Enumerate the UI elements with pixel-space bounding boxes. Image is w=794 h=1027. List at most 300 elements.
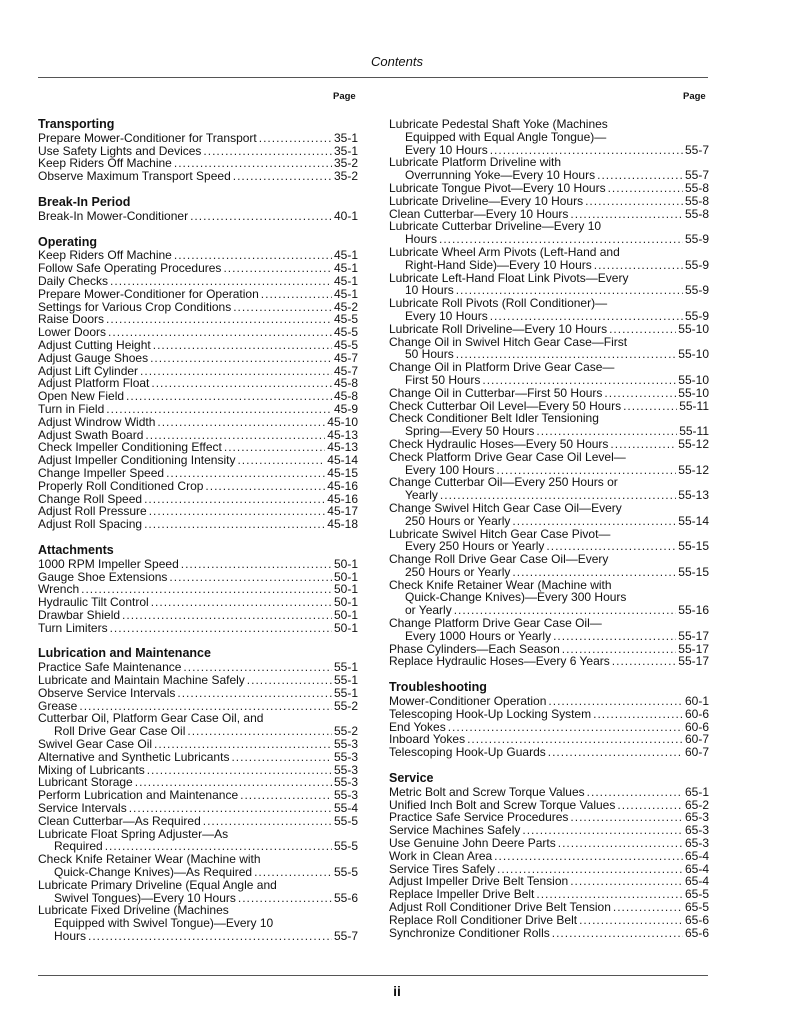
page-number: ii xyxy=(393,983,401,999)
toc-page-ref: 45-1 xyxy=(333,286,358,301)
dot-leader xyxy=(233,301,332,314)
toc-entry-text: Change Swivel Hitch Gear Case Oil—Every xyxy=(389,500,622,515)
toc-entry-text: Adjust Roll Conditioner Drive Belt Tension xyxy=(389,900,611,915)
toc-entry-text: Lubricate Roll Pivots (Roll Conditioner)— xyxy=(389,296,608,311)
toc-entry-line xyxy=(389,850,709,863)
toc-entry[interactable] xyxy=(389,927,709,940)
toc-entry-text: 250 Hours or Yearly xyxy=(405,513,511,528)
toc-page-ref: 45-1 xyxy=(333,273,358,288)
toc-page-ref: 55-3 xyxy=(333,788,358,803)
toc-entry-text: Replace Roll Conditioner Drive Belt xyxy=(389,912,578,927)
dot-leader xyxy=(153,339,332,352)
toc-entry[interactable] xyxy=(38,352,358,365)
toc-entry-text: Lubricant Storage xyxy=(38,775,133,790)
toc-entry-text: Metric Bolt and Screw Torque Values xyxy=(389,784,585,799)
toc-entry-text: Check Hydraulic Hoses—Every 50 Hours xyxy=(389,436,609,451)
toc-entry-line xyxy=(389,131,709,144)
toc-entry-line xyxy=(389,566,709,579)
document-title: Contents xyxy=(370,54,424,69)
toc-entry[interactable] xyxy=(38,467,358,480)
dot-leader xyxy=(169,571,332,584)
toc-page-ref: 45-15 xyxy=(327,465,358,480)
toc-page-ref: 55-11 xyxy=(679,398,709,413)
toc-entry-text: Prepare Mower-Conditioner for Operation xyxy=(38,286,259,301)
toc-entry[interactable] xyxy=(38,571,358,584)
toc-entry[interactable] xyxy=(38,518,358,531)
toc-entry-text: Keep Riders Off Machine xyxy=(38,156,172,171)
toc-entry[interactable] xyxy=(389,850,709,863)
toc-entry[interactable] xyxy=(38,609,358,622)
toc-page-ref: 60-7 xyxy=(684,745,709,760)
toc-entry-line xyxy=(38,275,358,288)
toc-entry[interactable] xyxy=(38,879,358,905)
toc-entry-text: Lubricate Fixed Driveline (Machines xyxy=(38,903,229,918)
toc-page-ref: 55-7 xyxy=(684,168,709,183)
toc-entry-line xyxy=(389,387,709,400)
toc-page-ref: 50-1 xyxy=(333,569,358,584)
toc-page-ref: 60-1 xyxy=(684,694,709,709)
toc-entry-text: Settings for Various Crop Conditions xyxy=(38,299,232,314)
toc-page-ref: 65-1 xyxy=(684,784,709,799)
toc-entry[interactable] xyxy=(389,336,709,362)
toc-entry-text: Drawbar Shield xyxy=(38,607,121,622)
dot-leader xyxy=(570,811,683,824)
toc-entry-line xyxy=(389,438,709,451)
toc-entry[interactable] xyxy=(389,708,709,721)
toc-entry-line xyxy=(389,901,709,914)
toc-entry-text: Turn Limiters xyxy=(38,620,108,635)
toc-entry-text: Perform Lubrication and Maintenance xyxy=(38,788,239,803)
toc-page-ref: 45-8 xyxy=(333,376,358,391)
toc-page-ref: 55-3 xyxy=(333,775,358,790)
toc-entry[interactable] xyxy=(389,746,709,759)
toc-entry-line xyxy=(38,609,358,622)
toc-page-ref: 55-4 xyxy=(333,801,358,816)
toc-page-ref: 65-5 xyxy=(684,900,709,915)
toc-page-ref: 55-8 xyxy=(684,206,709,221)
toc-entry-line xyxy=(389,786,709,799)
toc-entry-text: Overrunning Yoke—Every 10 Hours xyxy=(405,168,596,183)
toc-page-ref: 45-5 xyxy=(333,312,358,327)
toc-entry-line xyxy=(38,674,358,687)
toc-entry[interactable] xyxy=(389,387,709,400)
toc-entry[interactable] xyxy=(389,579,709,617)
toc-entry-text: Telescoping Hook-Up Guards xyxy=(389,745,546,760)
toc-page-ref: 65-6 xyxy=(684,925,709,940)
toc-entry[interactable] xyxy=(38,403,358,416)
toc-entry-text: Every 10 Hours xyxy=(405,142,488,157)
section-heading: Lubrication and Maintenance xyxy=(38,646,211,661)
toc-entry-text: End Yokes xyxy=(389,719,446,734)
toc-entry-line xyxy=(389,655,709,668)
toc-entry-text: Lubricate Swivel Hitch Gear Case Pivot— xyxy=(389,526,611,541)
toc-page-ref: 55-16 xyxy=(678,603,709,618)
toc-entry[interactable] xyxy=(38,210,358,223)
toc-entry[interactable] xyxy=(38,751,358,764)
toc-entry-text: Use Genuine John Deere Parts xyxy=(389,836,556,851)
toc-entry-line xyxy=(38,571,358,584)
toc-page-ref: 55-15 xyxy=(678,564,709,579)
toc-entry-line xyxy=(389,515,709,528)
toc-entry[interactable] xyxy=(38,288,358,301)
toc-entry-text: Lubricate Float Spring Adjuster—As xyxy=(38,826,229,841)
toc-entry-text: Wrench xyxy=(38,582,80,597)
toc-entry[interactable] xyxy=(38,275,358,288)
dot-leader xyxy=(240,789,332,802)
toc-page-ref: 55-1 xyxy=(333,660,358,675)
toc-entry-line xyxy=(38,467,358,480)
toc-page-ref: 55-15 xyxy=(678,539,709,554)
dot-leader xyxy=(205,480,325,493)
dot-leader xyxy=(610,438,676,451)
toc-entry-line xyxy=(38,339,358,352)
toc-entry-text: Hydraulic Tilt Control xyxy=(38,595,149,610)
toc-entry-text: Lubricate Wheel Arm Pivots (Left-Hand and xyxy=(389,244,620,259)
dot-leader xyxy=(490,310,683,323)
toc-entry-text: Clean Cutterbar—As Required xyxy=(38,813,201,828)
dot-leader xyxy=(261,288,332,301)
toc-entry[interactable] xyxy=(38,480,358,493)
dot-leader xyxy=(609,323,676,336)
toc-entry-text: Practice Safe Service Procedures xyxy=(389,810,569,825)
toc-page-ref: 60-7 xyxy=(684,732,709,747)
dot-leader xyxy=(150,352,332,365)
toc-entry-line xyxy=(389,246,709,259)
toc-entry-text: Check Knife Retainer Wear (Machine with xyxy=(38,852,261,867)
toc-page-ref: 45-1 xyxy=(333,248,358,263)
toc-entry[interactable] xyxy=(389,195,709,208)
toc-page-ref: 55-13 xyxy=(678,488,709,503)
toc-entry-text: Adjust Windrow Width xyxy=(38,414,156,429)
toc-entry-text: Properly Roll Conditioned Crop xyxy=(38,478,204,493)
section-heading: Break-In Period xyxy=(38,194,131,209)
dot-leader xyxy=(181,558,332,571)
toc-page-ref: 55-9 xyxy=(684,257,709,272)
toc-page-ref: 60-6 xyxy=(684,706,709,721)
toc-entry[interactable] xyxy=(38,687,358,700)
toc-entry[interactable] xyxy=(38,712,358,738)
toc-page-ref: 55-9 xyxy=(684,308,709,323)
dot-leader xyxy=(151,377,332,390)
toc-page-ref: 45-16 xyxy=(327,478,358,493)
dot-leader xyxy=(129,802,332,815)
toc-entry[interactable] xyxy=(389,412,709,438)
toc-entry-line xyxy=(389,502,709,515)
toc-entry-text: Yearly xyxy=(405,488,438,503)
toc-page-ref: 65-3 xyxy=(684,810,709,825)
toc-entry-text: Change Cutterbar Oil—Every 250 Hours or xyxy=(389,475,618,490)
toc-page-ref: 55-3 xyxy=(333,762,358,777)
toc-entry-text: Gauge Shoe Extensions xyxy=(38,569,168,584)
toc-entry[interactable] xyxy=(389,272,709,298)
toc-entry-text: Practice Safe Maintenance xyxy=(38,660,182,675)
toc-entry[interactable] xyxy=(389,451,709,477)
toc-entry[interactable] xyxy=(389,182,709,195)
toc-entry-line xyxy=(389,451,709,464)
toc-entry-text: Swivel Gear Case Oil xyxy=(38,737,153,752)
dot-leader xyxy=(247,674,332,687)
toc-page-ref: 65-4 xyxy=(684,848,709,863)
toc-entry-text: Check Conditioner Belt Idler Tensioning xyxy=(389,411,599,426)
toc-page-ref: 55-17 xyxy=(678,628,709,643)
dot-leader xyxy=(190,210,332,223)
toc-page-ref: 55-7 xyxy=(684,142,709,157)
toc-entry-text: Work in Clean Area xyxy=(389,848,493,863)
dot-leader xyxy=(203,145,332,158)
toc-page-ref: 45-9 xyxy=(333,401,358,416)
toc-entry-line xyxy=(38,403,358,416)
dot-leader xyxy=(259,132,332,145)
toc-entry[interactable] xyxy=(389,528,709,554)
toc-entry-line xyxy=(38,352,358,365)
toc-entry-line xyxy=(38,622,358,635)
toc-entry-text: Observe Service Intervals xyxy=(38,685,176,700)
toc-entry-text: Grease xyxy=(38,698,78,713)
dot-leader xyxy=(558,837,683,850)
toc-entry-line xyxy=(38,879,358,892)
toc-entry-text: Lower Doors xyxy=(38,325,107,340)
dot-leader xyxy=(552,927,683,940)
dot-leader xyxy=(140,365,332,378)
toc-page-ref: 35-1 xyxy=(333,143,358,158)
toc-page-ref: 50-1 xyxy=(333,620,358,635)
toc-entry-line xyxy=(389,310,709,323)
dot-leader xyxy=(157,416,325,429)
toc-page-ref: 65-4 xyxy=(684,874,709,889)
toc-entry-line xyxy=(389,182,709,195)
toc-entry-text: Lubricate Platform Driveline with xyxy=(389,155,562,170)
dot-leader xyxy=(570,875,683,888)
toc-entry[interactable] xyxy=(389,438,709,451)
toc-entry[interactable] xyxy=(389,901,709,914)
section-heading: Attachments xyxy=(38,542,114,557)
toc-entry-text: Lubricate Left-Hand Float Link Pivots—Every xyxy=(389,270,629,285)
dot-leader xyxy=(166,467,325,480)
toc-entry-text: Observe Maximum Transport Speed xyxy=(38,169,231,184)
toc-entry-line xyxy=(38,170,358,183)
section-heading: Troubleshooting xyxy=(389,680,487,695)
toc-entry[interactable] xyxy=(38,622,358,635)
dot-leader xyxy=(147,764,332,777)
toc-page-ref: 55-1 xyxy=(333,673,358,688)
toc-entry-text: Change Oil in Platform Drive Gear Case— xyxy=(389,360,615,375)
toc-entry-text: Adjust Lift Cylinder xyxy=(38,363,139,378)
toc-page-ref: 35-2 xyxy=(333,156,358,171)
dot-leader xyxy=(106,313,332,326)
toc-entry[interactable] xyxy=(38,802,358,815)
toc-entry-text: Alternative and Synthetic Lubricants xyxy=(38,749,230,764)
toc-entry-text: Adjust Platform Float xyxy=(38,376,150,391)
toc-entry[interactable] xyxy=(38,828,358,854)
toc-entry-line xyxy=(389,195,709,208)
toc-page-ref: 65-3 xyxy=(684,836,709,851)
toc-entry-text: Change Oil in Cutterbar—First 50 Hours xyxy=(389,385,603,400)
toc-entry[interactable] xyxy=(38,170,358,183)
toc-entry-text: Change Platform Drive Gear Case Oil— xyxy=(389,616,602,631)
toc-entry-line xyxy=(389,489,709,502)
toc-page-ref: 45-2 xyxy=(333,299,358,314)
toc-entry-line xyxy=(38,751,358,764)
toc-page-ref: 55-17 xyxy=(678,641,709,656)
toc-page-ref: 45-5 xyxy=(333,337,358,352)
toc-entry[interactable] xyxy=(389,837,709,850)
toc-page-ref: 45-16 xyxy=(327,491,358,506)
dot-leader xyxy=(553,630,676,643)
toc-page-ref: 55-3 xyxy=(333,749,358,764)
toc-entry-text: Check Cutterbar Oil Level—Every 50 Hours xyxy=(389,398,622,413)
toc-page-ref: 45-13 xyxy=(327,440,358,455)
dot-leader xyxy=(154,738,332,751)
toc-entry[interactable] xyxy=(389,118,709,156)
toc-page-ref: 55-7 xyxy=(333,929,358,944)
toc-entry[interactable] xyxy=(38,558,358,571)
toc-entry-text: Right-Hand Side)—Every 10 Hours xyxy=(405,257,592,272)
toc-entry-text: Roll Drive Gear Case Oil xyxy=(54,724,186,739)
toc-page-ref: 55-3 xyxy=(333,737,358,752)
toc-entry-text: Service Tires Safely xyxy=(389,861,496,876)
toc-page-ref: 45-8 xyxy=(333,389,358,404)
toc-entry-text: Quick-Change Knives)—Every 300 Hours xyxy=(405,590,627,605)
toc-entry[interactable] xyxy=(38,738,358,751)
toc-entry-text: Change Roll Drive Gear Case Oil—Every xyxy=(389,552,609,567)
toc-page-ref: 55-17 xyxy=(678,654,709,669)
toc-entry[interactable] xyxy=(389,297,709,323)
dot-leader xyxy=(512,515,676,528)
toc-entry-text: Adjust Impeller Conditioning Intensity xyxy=(38,453,236,468)
toc-entry[interactable] xyxy=(389,156,709,182)
toc-entry-text: Service Machines Safely xyxy=(389,823,521,838)
toc-entry[interactable] xyxy=(38,339,358,352)
toc-entry-text: Inboard Yokes xyxy=(389,732,466,747)
toc-entry-text: Adjust Impeller Drive Belt Tension xyxy=(389,874,569,889)
toc-entry-text: Hours xyxy=(54,929,87,944)
dot-leader xyxy=(548,746,683,759)
toc-entry[interactable] xyxy=(38,904,358,942)
toc-page-ref: 40-1 xyxy=(333,208,358,223)
toc-page-ref: 35-1 xyxy=(333,130,358,145)
toc-entry[interactable] xyxy=(38,416,358,429)
toc-page-ref: 45-10 xyxy=(327,414,358,429)
toc-entry-line xyxy=(389,927,709,940)
toc-entry-line xyxy=(38,738,358,751)
toc-entry[interactable] xyxy=(389,246,709,272)
dot-leader xyxy=(579,914,683,927)
toc-entry[interactable] xyxy=(389,655,709,668)
toc-entry-line xyxy=(38,815,358,828)
toc-entry[interactable] xyxy=(38,132,358,145)
toc-entry[interactable] xyxy=(389,914,709,927)
toc-entry-text: Turn in Field xyxy=(38,401,105,416)
toc-entry[interactable] xyxy=(389,323,709,336)
dot-leader xyxy=(254,866,332,879)
dot-leader xyxy=(593,708,683,721)
toc-entry-text: Phase Cylinders—Each Season xyxy=(389,641,560,656)
toc-page-ref: 50-1 xyxy=(333,607,358,622)
toc-entry-text: Lubricate Primary Driveline (Equal Angle and xyxy=(38,877,277,892)
toc-entry-line xyxy=(38,210,358,223)
toc-page-ref: 55-8 xyxy=(684,193,709,208)
toc-entry-text: Open New Field xyxy=(38,389,125,404)
toc-entry-line xyxy=(389,118,709,131)
toc-entry-line xyxy=(389,746,709,759)
toc-entry-text: Check Knife Retainer Wear (Machine with xyxy=(389,577,612,592)
toc-entry-text: Spring—Every 50 Hours xyxy=(405,424,535,439)
toc-entry-line xyxy=(38,288,358,301)
toc-entry-text: Cutterbar Oil, Platform Gear Case Oil, and xyxy=(38,711,264,726)
toc-entry[interactable] xyxy=(389,553,709,579)
toc-entry-text: Every 1000 Hours or Yearly xyxy=(405,628,552,643)
toc-entry-text: Adjust Roll Pressure xyxy=(38,504,147,519)
toc-page-ref: 65-2 xyxy=(684,797,709,812)
toc-entry[interactable] xyxy=(389,617,709,643)
dot-leader xyxy=(482,374,676,387)
dot-leader xyxy=(151,596,332,609)
dot-leader xyxy=(223,262,332,275)
right-page-column-label: Page xyxy=(683,91,706,102)
toc-entry-line xyxy=(389,425,709,438)
dot-leader xyxy=(187,725,332,738)
toc-left-column xyxy=(38,118,358,943)
toc-entry[interactable] xyxy=(389,786,709,799)
toc-entry-text: Telescoping Hook-Up Locking System xyxy=(389,706,592,721)
dot-leader xyxy=(604,387,676,400)
toc-entry-text: Mower-Conditioner Operation xyxy=(389,694,547,709)
toc-entry[interactable] xyxy=(38,674,358,687)
dot-leader xyxy=(587,786,683,799)
dot-leader xyxy=(144,493,325,506)
toc-entry[interactable] xyxy=(38,815,358,828)
toc-entry-text: Adjust Roll Spacing xyxy=(38,517,143,532)
toc-page-ref: 55-5 xyxy=(333,839,358,854)
toc-entry-line xyxy=(38,596,358,609)
toc-entry[interactable] xyxy=(38,596,358,609)
dot-leader xyxy=(110,275,332,288)
toc-page-ref: 50-1 xyxy=(333,556,358,571)
toc-entry-text: Lubricate and Maintain Machine Safely xyxy=(38,673,245,688)
toc-page-ref: 55-9 xyxy=(684,232,709,247)
toc-entry-line xyxy=(389,220,709,233)
toc-entry-text: Replace Impeller Drive Belt xyxy=(389,887,535,902)
toc-page-ref: 65-4 xyxy=(684,861,709,876)
toc-page-ref: 50-1 xyxy=(333,582,358,597)
toc-page-ref: 55-12 xyxy=(678,436,709,451)
toc-entry-text: Replace Hydraulic Hoses—Every 6 Years xyxy=(389,654,610,669)
dot-leader xyxy=(177,687,332,700)
toc-entry[interactable] xyxy=(389,220,709,246)
toc-entry[interactable] xyxy=(389,695,709,708)
toc-entry-text: Change Oil in Swivel Hitch Gear Case—First xyxy=(389,334,628,349)
toc-entry-text: Every 100 Hours xyxy=(405,462,495,477)
toc-entry-text: Clean Cutterbar—Every 10 Hours xyxy=(389,206,569,221)
toc-entry[interactable] xyxy=(38,853,358,879)
toc-page-ref: 65-5 xyxy=(684,887,709,902)
toc-entry-line xyxy=(38,930,358,943)
toc-entry[interactable] xyxy=(38,454,358,467)
dot-leader xyxy=(448,721,683,734)
toc-entry-line xyxy=(38,480,358,493)
toc-page-ref: 45-5 xyxy=(333,325,358,340)
toc-entry[interactable] xyxy=(389,361,709,387)
toc-right-column xyxy=(389,118,709,939)
toc-page-ref: 65-6 xyxy=(684,912,709,927)
dot-leader xyxy=(623,400,677,413)
toc-page-ref: 55-14 xyxy=(678,513,709,528)
toc-entry[interactable] xyxy=(389,476,709,502)
toc-entry-text: Swivel Tongues)—Every 10 Hours xyxy=(54,890,236,905)
header-rule xyxy=(38,77,708,78)
toc-entry[interactable] xyxy=(389,502,709,528)
toc-page-ref: 55-10 xyxy=(678,385,709,400)
